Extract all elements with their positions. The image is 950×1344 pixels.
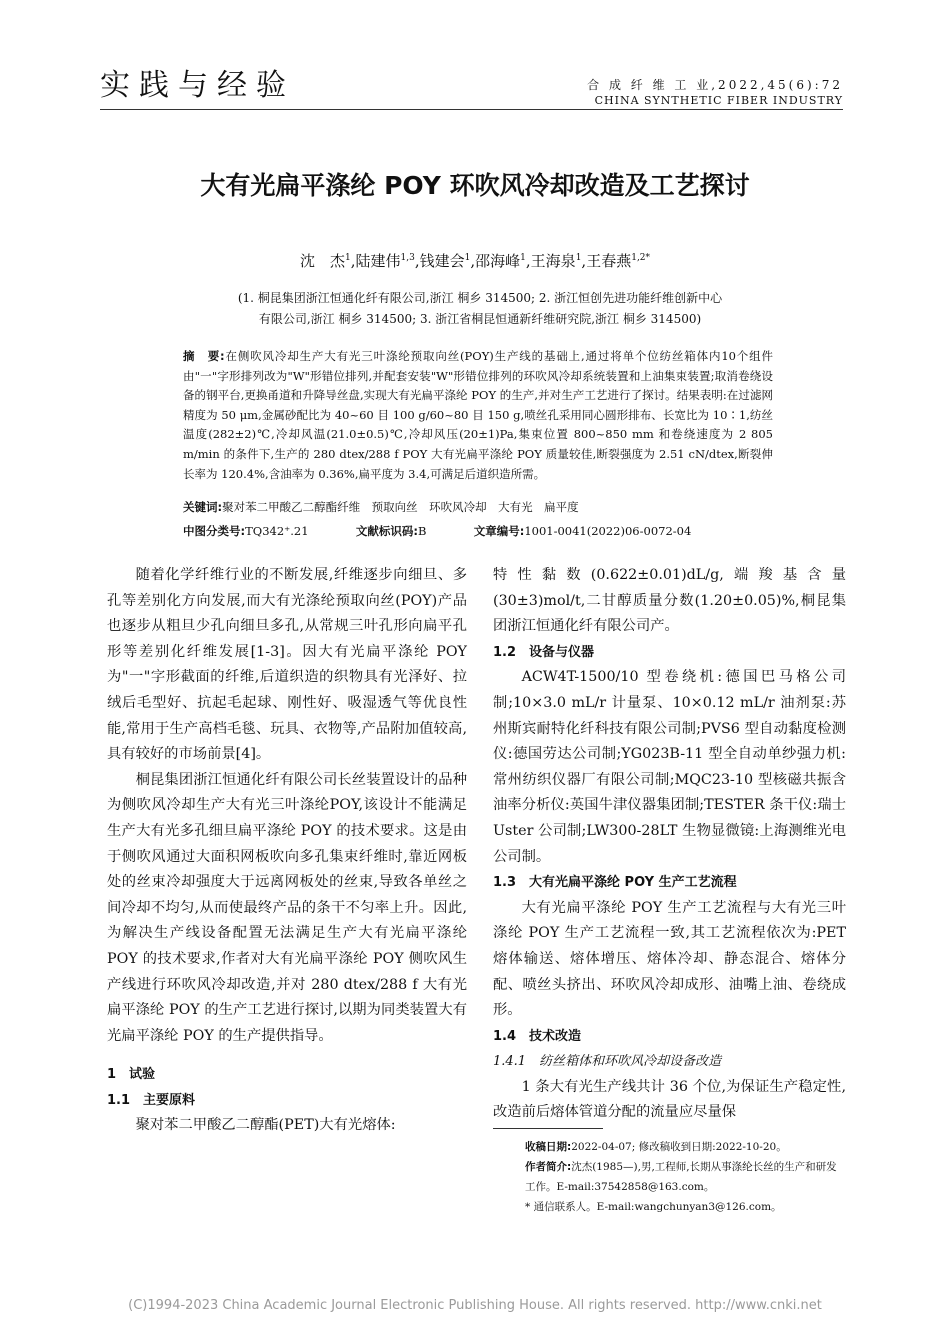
author: 陆建伟 [355,252,401,270]
paragraph: 特性黏数(0.622±0.01)dL/g,端羧基含量(30±3)mol/t,二甘醇质量分数(1.20±0.05)%,桐昆集团浙江恒通化纤有限公司产。 [493,567,846,635]
clc-number: TQ342⁺.21 [245,524,309,538]
affiliation-line: 有限公司,浙江 桐乡 314500; 3. 浙江省桐昆恒通新纤维研究院,浙江 桐乡 314500) [258,312,702,326]
subsubsection-heading: 1.4.1 纺丝箱体和环吹风冷却设备改造 [493,1054,722,1070]
abstract-label: 摘 要: [183,349,225,363]
paper-title: 大有光扁平涤纶 POY 环吹风冷却改造及工艺探讨 [200,171,750,200]
subsection-heading: 1.1 主要原料 [107,1092,196,1108]
affiliation-line: (1. 桐昆集团浙江恒通化纤有限公司,浙江 桐乡 314500; 2. 浙江恒创先进功能纤维创新中心 [237,291,723,305]
paragraph: 桐昆集团浙江恒通化纤有限公司长丝装置设计的品种为侧吹风冷却生产大有光三叶涤纶POY,该设计不能满足生产大有光多孔细旦扁平涤纶 POY 的技术要求。这是由于侧吹风通过大面积网板吹向多孔集束纤维时,靠近网板处的丝束冷却强度大于远离网板处的丝束,导致各单丝之间冷却不均匀,从而使最终产品的条干不匀率上升。因此,为解决生产线设备配置无法满足生产大有光扁平涤纶 POY 的技术要求,作者对大有光扁平涤纶 POY 侧吹风生产线进行环吹风冷却改造,并对 280 dtex/288 f 大有光扁平涤纶 POY 的生产工艺进行探讨,以期为同类装置大有光扁平涤纶 POY 的生产提供指导。 [107,771,467,1044]
keywords [183,499,783,515]
paragraph: ACW4T-1500/10 型卷绕机:德国巴马格公司制;10×3.0 mL/r 计量泵、10×0.12 mL/r 油剂泵:苏州斯宾耐特化纤科技有限公司制;PVS6 型自动黏度检测仪:德国劳达公司制;YG023B-11 型全自动单纱强力机:常州纺织仪器厂有限公司制;MQC23-10 型核磁共振含油率分析仪:英国牛津仪器集团制;TESTER 条干仪:瑞士 Uster 公司制;LW300-28LT 生物显微镜:上海测维光电公司制。 [493,669,846,865]
footnotes: 收稿日期:2022-04-07; 修改稿收到日期:2022-10-20。 作者简介:沈杰(1985—),男,工程师,长期从事涤纶长丝的生产和研发工作。E-mail:37542858@163.com。 * 通信联系人。E-mail:wangchunyan3@126.com。 [525,1137,845,1217]
author: 邵海峰 [475,252,521,270]
author: 王海泉 [530,252,576,270]
paragraph: 随着化学纤维行业的不断发展,纤维逐步向细旦、多孔等差别化方向发展,而大有光涤纶预取向丝(POY)产品也逐步从粗旦少孔向细旦多孔,从常规三叶孔形向扁平孔形等差别化纤维发展[1-3]。因大有光扁平涤纶 POY 为"一"字形截面的纤维,后道织造的织物具有光泽好、拉绒后毛型好、抗起毛起球、刚性好、吸湿透气等优良性能,常用于生产高档毛毯、玩具、衣物等,产品附加值较高,具有较好的市场前景[4]。 [107,567,467,763]
left-column [107,563,467,1139]
header-rule [100,109,843,110]
subsection-heading: 1.2 设备与仪器 [493,644,595,660]
paragraph: 大有光扁平涤纶 POY 生产工艺流程与大有光三叶涤纶 POY 生产工艺流程一致,其工艺流程依次为:PET 熔体输送、熔体增压、熔体冷却、静态混合、熔体分配、喷丝头挤出、环吹风冷却成形、油嘴上油、卷绕成形。 [493,899,846,1019]
keywords-label: 关键词: [183,500,223,514]
subsection-heading: 1.3 大有光扁平涤纶 POY 生产工艺流程 [493,875,737,891]
right-column [493,563,846,1126]
copyright-watermark: (C)1994-2023 China Academic Journal Electronic Publishing House. All rights reserved. http://www.cnki.net [128,1298,822,1313]
received-dates: 2022-04-07; 修改稿收到日期:2022-10-20。 [571,1141,787,1153]
author-bio: 沈杰(1985—),男,工程师,长期从事涤纶长丝的生产和研发工作。E-mail:37542858@163.com。 [525,1161,837,1193]
paragraph: 1 条大有光生产线共计 36 个位,为保证生产稳定性,改造前后熔体管道分配的流量应尽量保 [493,1078,846,1121]
section-heading: 1 试验 [107,1067,156,1083]
article-id: 1001-0041(2022)06-0072-04 [524,524,692,538]
author-list: 沈 杰$^1$,陆建伟$^{1,3}$,钱建会$^1$,邵海峰$^1$,王海泉$^1$,王春燕$^{1,2*}$ [299,252,651,270]
journal-cn: 合 成 纤 维 工 业,2022,45(6):72 [587,78,843,92]
journal-en: CHINA SYNTHETIC FIBER INDUSTRY [594,94,843,107]
journal-info [587,78,843,108]
abstract [183,347,773,484]
corresponding-author: * 通信联系人。E-mail:wangchunyan3@126.com。 [525,1201,782,1213]
author: 钱建会 [419,252,465,270]
classification-line: 中图分类号:TQ342⁺.21 文献标识码:B 文章编号:1001-0041(2022)06-0072-04 [183,524,692,538]
section-title: 实践与经验 [100,68,295,103]
keywords-text: 聚对苯二甲酸乙二醇酯纤维 预取向丝 环吹风冷却 大有光 扁平度 [222,500,579,514]
doc-code: B [417,524,427,538]
author: 王春燕 [586,252,632,270]
subsection-heading: 1.4 技术改造 [493,1028,582,1044]
paragraph: 聚对苯二甲酸乙二醇酯(PET)大有光熔体: [135,1117,396,1134]
abstract-text: 在侧吹风冷却生产大有光三叶涤纶预取向丝(POY)生产线的基础上,通过将单个位纺丝箱体内10个组件由"一"字形排列改为"W"形错位排列,并配套安装"W"形错位排列的环吹风冷却系统装置和上油集束装置;取消卷绕设备的钢平台,更换甬道和升降导丝盘,实现大有光扁平涤纶 POY 的生产,并对生产工艺进行了探讨。结果表明:在过滤网精度为 50 μm,金属砂配比为 40~60 目 100 g/60~80 目 150 g,喷丝孔采用同心圆形排布、长宽比为 10∶1,纺丝温度(282±2)℃,冷却风温(21.0±0.5)℃,冷却风压(20±1)Pa,集束位置 800~850 mm 和卷绕速度为 2 805 m/min 的条件下,生产的 280 dtex/288 f POY 大有光扁平涤纶 POY 质量较佳,断裂强度为 2.51 cN/dtex,断裂伸长率为 120.4%,含油率为 0.36%,扁平度为 3.4,可满足后道织造所需。 [183,349,773,481]
footnote-rule [493,1128,603,1129]
affiliations [180,288,780,330]
author: 沈 杰 [299,252,345,270]
